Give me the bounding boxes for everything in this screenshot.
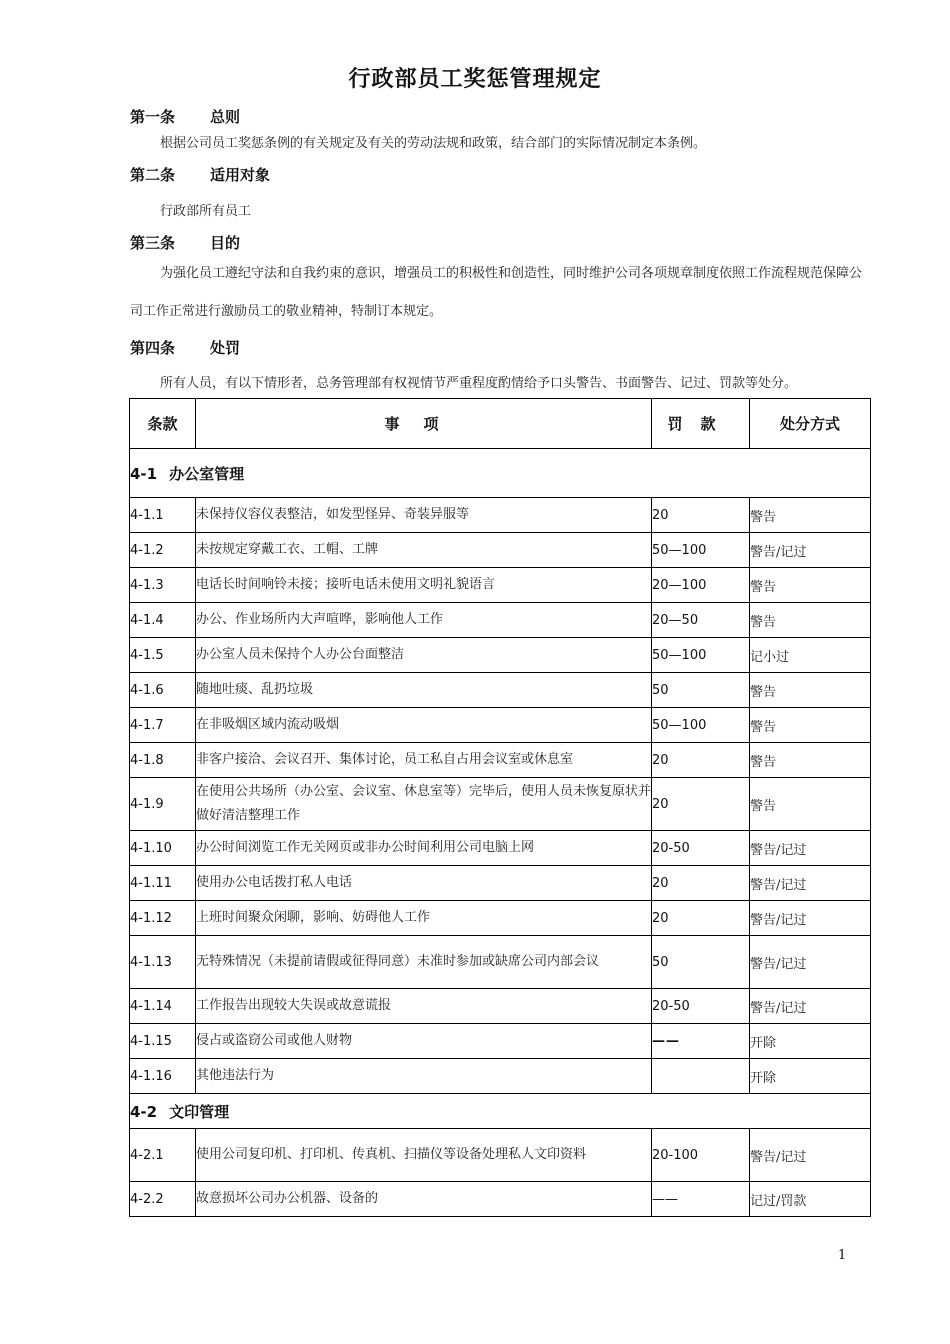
table-row — [130, 901, 871, 936]
clause-code: 4-1.1 — [130, 498, 196, 533]
article-1-heading — [130, 106, 240, 127]
item-description: 使用办公电话拨打私人电话 — [196, 866, 652, 901]
header-fine-label: 罚款 — [667, 415, 734, 433]
article-4-heading — [130, 337, 240, 358]
table-row — [130, 831, 871, 866]
disciplinary-action: 警告 — [750, 708, 871, 743]
article-2-title: 适用对象 — [210, 166, 271, 184]
disciplinary-action: 开除 — [750, 1059, 871, 1094]
disciplinary-action: 警告 — [750, 673, 871, 708]
fine-amount: 20—100 — [652, 568, 750, 603]
disciplinary-action: 警告/记过 — [750, 831, 871, 866]
fine-amount: 50—100 — [652, 533, 750, 568]
item-description: 未按规定穿戴工衣、工帽、工牌 — [196, 533, 652, 568]
article-4-body: 所有人员，有以下情形者，总务管理部有权视情节严重程度酌情给予口头警告、书面警告、记过、罚款等处分。 — [160, 376, 798, 391]
article-4-title: 处罚 — [210, 339, 241, 357]
section-code: 4-1 — [130, 464, 158, 483]
header-action: 处分方式 — [750, 399, 871, 449]
fine-amount: 20 — [652, 778, 750, 831]
item-description: 无特殊情况（未提前请假或征得同意）未准时参加或缺席公司内部会议 — [196, 936, 652, 989]
fine-amount: 20 — [652, 866, 750, 901]
clause-code: 4-1.11 — [130, 866, 196, 901]
table-header-row — [130, 399, 871, 449]
section-title — [130, 449, 871, 498]
fine-amount — [652, 1059, 750, 1094]
penalty-table — [129, 398, 871, 1217]
item-description: 办公室人员未保持个人办公台面整洁 — [196, 638, 652, 673]
clause-code: 4-1.9 — [130, 778, 196, 831]
fine-amount: 50—100 — [652, 708, 750, 743]
article-3-title: 目的 — [210, 234, 241, 252]
header-item-label: 事项 — [384, 415, 463, 433]
section-row — [130, 449, 871, 498]
article-1-body: 根据公司员工奖惩条例的有关规定及有关的劳动法规和政策，结合部门的实际情况制定本条例。 — [160, 136, 707, 151]
item-description: 电话长时间响铃未接；接听电话未使用文明礼貌语言 — [196, 568, 652, 603]
table-row — [130, 498, 871, 533]
table-row — [130, 708, 871, 743]
article-2-body: 行政部所有员工 — [160, 204, 252, 219]
fine-amount: 50—100 — [652, 638, 750, 673]
article-3-number: 第三条 — [130, 234, 176, 252]
table-body — [130, 449, 871, 1217]
clause-code: 4-2.2 — [130, 1182, 196, 1217]
disciplinary-action: 警告/记过 — [750, 936, 871, 989]
disciplinary-action: 警告 — [750, 498, 871, 533]
article-3-body: 为强化员工遵纪守法和自我约束的意识，增强员工的积极性和创造性，同时维护公司各项规章制度依照工作流程规范保障公司工作正常进行激励员工的敬业精神，特制订本规定。 — [130, 266, 863, 319]
header-clause: 条款 — [130, 399, 196, 449]
fine-amount: —— — [652, 1182, 750, 1217]
table-row — [130, 936, 871, 989]
table-row — [130, 1129, 871, 1182]
fine-amount: 20-50 — [652, 989, 750, 1024]
clause-code: 4-1.16 — [130, 1059, 196, 1094]
article-3-heading — [130, 232, 240, 253]
item-description: 非客户接洽、会议召开、集体讨论，员工私自占用会议室或休息室 — [196, 743, 652, 778]
item-description: 使用公司复印机、打印机、传真机、扫描仪等设备处理私人文印资料 — [196, 1129, 652, 1182]
disciplinary-action: 警告/记过 — [750, 1129, 871, 1182]
section-code: 4-2 — [130, 1102, 158, 1121]
table-row — [130, 1182, 871, 1217]
table-row — [130, 866, 871, 901]
disciplinary-action: 警告 — [750, 778, 871, 831]
fine-amount: —— — [652, 1024, 750, 1059]
disciplinary-action: 记过/罚款 — [750, 1182, 871, 1217]
clause-code: 4-1.5 — [130, 638, 196, 673]
table-row — [130, 743, 871, 778]
disciplinary-action: 警告/记过 — [750, 533, 871, 568]
article-2-heading — [130, 164, 270, 185]
table-row — [130, 1059, 871, 1094]
header-fine — [652, 399, 750, 449]
table-row — [130, 603, 871, 638]
disciplinary-action: 开除 — [750, 1024, 871, 1059]
item-description: 办公、作业场所内大声喧哗，影响他人工作 — [196, 603, 652, 638]
fine-amount: 20-100 — [652, 1129, 750, 1182]
clause-code: 4-1.2 — [130, 533, 196, 568]
fine-amount: 20 — [652, 743, 750, 778]
table-row — [130, 673, 871, 708]
clause-code: 4-1.10 — [130, 831, 196, 866]
item-description: 随地吐痰、乱扔垃圾 — [196, 673, 652, 708]
item-description: 故意损坏公司办公机器、设备的 — [196, 1182, 652, 1217]
table-row — [130, 778, 871, 831]
item-description: 其他违法行为 — [196, 1059, 652, 1094]
item-description: 办公时间浏览工作无关网页或非办公时间利用公司电脑上网 — [196, 831, 652, 866]
section-row — [130, 1094, 871, 1129]
clause-code: 4-1.4 — [130, 603, 196, 638]
article-1-number: 第一条 — [130, 108, 176, 126]
disciplinary-action: 警告 — [750, 603, 871, 638]
table-row — [130, 533, 871, 568]
disciplinary-action: 警告/记过 — [750, 866, 871, 901]
table-row — [130, 568, 871, 603]
clause-code: 4-1.15 — [130, 1024, 196, 1059]
section-name: 办公室管理 — [169, 464, 245, 483]
item-description: 上班时间聚众闲聊，影响、妨碍他人工作 — [196, 901, 652, 936]
clause-code: 4-1.7 — [130, 708, 196, 743]
item-description: 侵占或盗窃公司或他人财物 — [196, 1024, 652, 1059]
clause-code: 4-2.1 — [130, 1129, 196, 1182]
fine-amount: 20 — [652, 498, 750, 533]
item-description: 在非吸烟区域内流动吸烟 — [196, 708, 652, 743]
disciplinary-action: 记小过 — [750, 638, 871, 673]
disciplinary-action: 警告/记过 — [750, 989, 871, 1024]
disciplinary-action: 警告 — [750, 568, 871, 603]
item-description: 在使用公共场所（办公室、会议室、休息室等）完毕后，使用人员未恢复原状并做好清洁整理工作 — [196, 778, 652, 831]
header-item — [196, 399, 652, 449]
disciplinary-action: 警告/记过 — [750, 901, 871, 936]
clause-code: 4-1.3 — [130, 568, 196, 603]
table-row — [130, 1024, 871, 1059]
section-title — [130, 1094, 871, 1129]
item-description: 工作报告出现较大失误或故意谎报 — [196, 989, 652, 1024]
item-description: 未保持仪容仪表整洁，如发型怪异、奇装异服等 — [196, 498, 652, 533]
clause-code: 4-1.6 — [130, 673, 196, 708]
clause-code: 4-1.14 — [130, 989, 196, 1024]
disciplinary-action: 警告 — [750, 743, 871, 778]
page-number: 1 — [838, 1248, 847, 1263]
fine-amount: 50 — [652, 673, 750, 708]
fine-amount: 50 — [652, 936, 750, 989]
article-2-number: 第二条 — [130, 166, 176, 184]
page-title: 行政部员工奖惩管理规定 — [348, 67, 602, 92]
fine-amount: 20-50 — [652, 831, 750, 866]
section-name: 文印管理 — [169, 1102, 230, 1121]
fine-amount: 20 — [652, 901, 750, 936]
clause-code: 4-1.13 — [130, 936, 196, 989]
fine-amount: 20—50 — [652, 603, 750, 638]
table-row — [130, 989, 871, 1024]
table-row — [130, 638, 871, 673]
article-4-number: 第四条 — [130, 339, 176, 357]
clause-code: 4-1.12 — [130, 901, 196, 936]
article-1-title: 总则 — [210, 108, 241, 126]
clause-code: 4-1.8 — [130, 743, 196, 778]
